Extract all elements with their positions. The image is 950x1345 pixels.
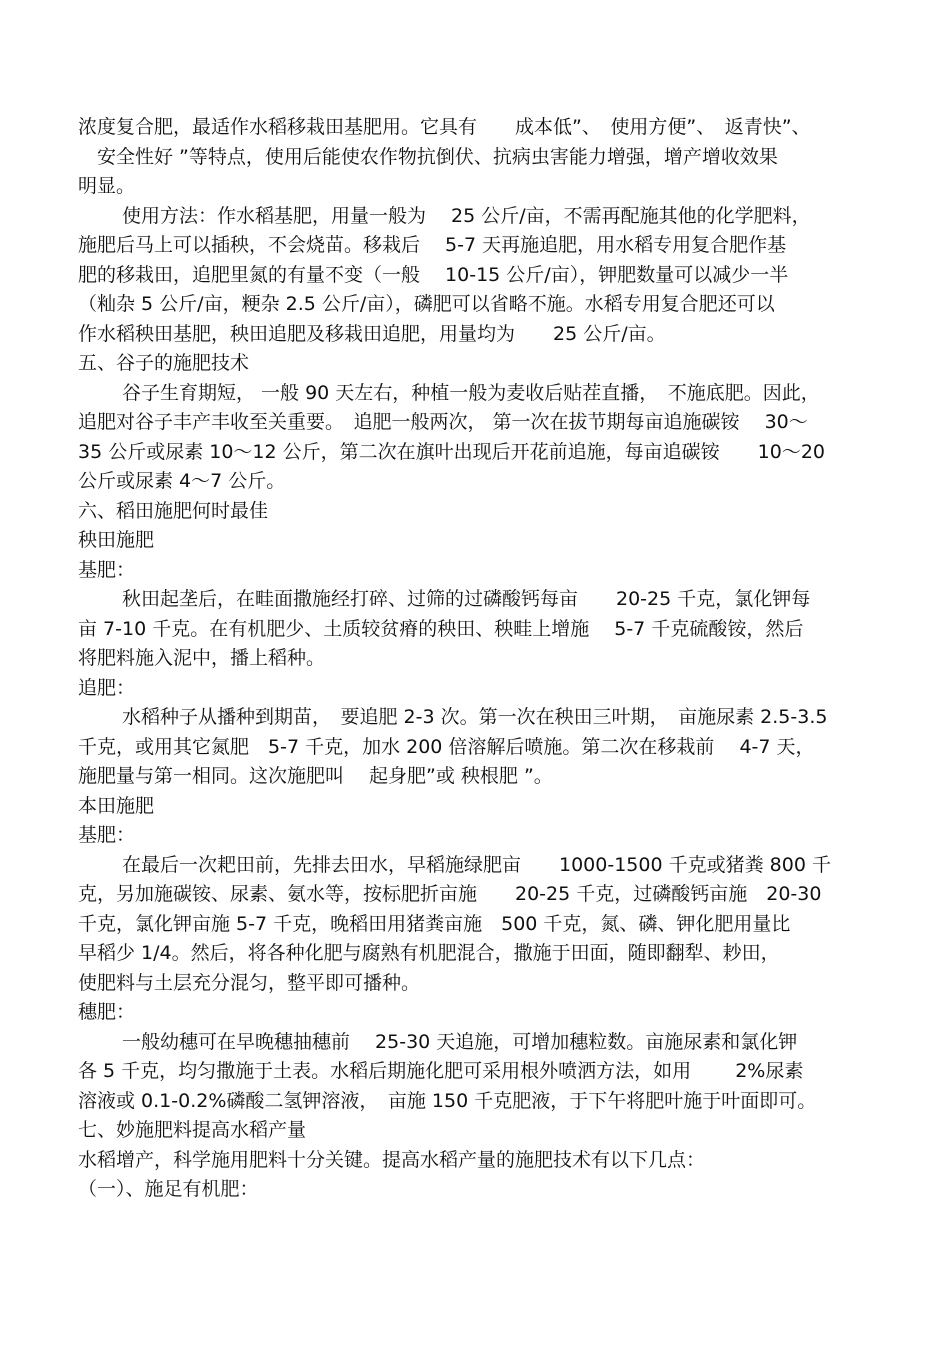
section-heading: 基肥： xyxy=(78,558,136,581)
section-heading: 六、稻田施肥何时最佳 xyxy=(78,499,269,522)
section-heading: 五、谷子的施肥技术 xyxy=(78,352,250,374)
paragraph-line: 水稻种子从播种到期苗， 要追肥 2-3 次。第一次在秧田三叶期， 亩施尿素 2.5-3.5 xyxy=(122,706,828,728)
paragraph-line: 施肥量与第一相同。这次施肥叫 起身肥”或 秧根肥 ”。 xyxy=(78,765,553,787)
paragraph-line: 各 5 千克，均匀撒施于土表。水稻后期施化肥可采用根外喷洒方法，如用 2%尿素 xyxy=(78,1060,804,1082)
paragraph-line: 克，另加施碳铵、尿素、氨水等，按标肥折亩施 20-25 千克，过磷酸钙亩施 20-30 xyxy=(78,883,822,905)
section-heading: 追肥： xyxy=(78,676,136,699)
section-heading: 秧田施肥 xyxy=(78,529,155,551)
paragraph-line: 浓度复合肥，最适作水稻移栽田基肥用。它具有 成本低”、 使用方便”、 返青快”、 xyxy=(78,116,811,138)
paragraph-line: 秋田起垄后，在畦面撒施经打碎、过筛的过磷酸钙每亩 20-25 千克，氯化钾每 xyxy=(122,588,811,610)
paragraph-line: 将肥料施入泥中，播上稻种。 xyxy=(78,647,326,669)
document-page xyxy=(78,113,890,1205)
section-heading: 基肥： xyxy=(78,824,136,846)
paragraph-line: 早稻少 1/4。然后，将各种化肥与腐熟有机肥混合，撒施于田面，随即翻犁、耖田， xyxy=(78,942,780,964)
paragraph-line: 水稻增产，科学施用肥料十分关键。提高水稻产量的施肥技术有以下几点： xyxy=(78,1148,706,1171)
paragraph-line: 亩 7-10 千克。在有机肥少、土质较贫瘠的秧田、秧畦上增施 5-7 千克硫酸铵，然后 xyxy=(78,617,804,640)
paragraph-line: 在最后一次耙田前，先排去田水，早稻施绿肥亩 1000-1500 千克或猪粪 800 千 xyxy=(122,853,831,876)
paragraph-line: 施肥后马上可以插秧，不会烧苗。移栽后 5-7 天再施追肥，用水稻专用复合肥作基 xyxy=(78,234,787,256)
paragraph-line: 安全性好 ”等特点，使用后能使农作物抗倒伏、抗病虫害能力增强，增产增收效果 xyxy=(78,145,778,168)
paragraph-line: 溶液或 0.1-0.2%磷酸二氢钾溶液， 亩施 150 千克肥液，于下午将肥叶施于叶面即可。 xyxy=(78,1089,817,1112)
paragraph-line: 千克，氯化钾亩施 5-7 千克，晚稻田用猪粪亩施 500 千克，氮、磷、钾化肥用量比 xyxy=(78,912,791,935)
paragraph-line: 作水稻秧田基肥，秧田追肥及移栽田追肥，用量均为 25 公斤/亩。 xyxy=(78,322,666,345)
paragraph-line: 肥的移栽田，追肥里氮的有量不变（一般 10-15 公斤/亩），钾肥数量可以减少一半 xyxy=(78,263,789,286)
paragraph-line: 使肥料与土层充分混匀，整平即可播种。 xyxy=(78,971,421,994)
paragraph-line: 千克，或用其它氮肥 5-7 千克，加水 200 倍溶解后喷施。第二次在移栽前 4-7 天， xyxy=(78,735,815,758)
paragraph-line: （籼杂 5 公斤/亩，粳杂 2.5 公斤/亩），磷肥可以省略不施。水稻专用复合肥还可以 xyxy=(78,293,775,315)
section-heading: 穗肥： xyxy=(78,1001,136,1023)
paragraph-line: 谷子生育期短， 一般 90 天左右，种植一般为麦收后贴茬直播， 不施底肥。因此， xyxy=(122,381,820,404)
section-heading: 本田施肥 xyxy=(78,794,155,817)
section-heading: 七、妙施肥料提高水稻产量 xyxy=(78,1119,307,1141)
paragraph-line: 35 公斤或尿素 10～12 公斤，第二次在旗叶出现后开花前追施，每亩追碳铵 10～20 xyxy=(78,440,826,463)
paragraph-line: 明显。 xyxy=(78,175,136,197)
paragraph-line: 使用方法：作水稻基肥，用量一般为 25 公斤/亩，不需再配施其他的化学肥料， xyxy=(122,204,811,227)
paragraph-line: 追肥对谷子丰产丰收至关重要。 追肥一般两次， 第一次在拔节期每亩追施碳铵 30～ xyxy=(78,411,808,433)
paragraph-line: 公斤或尿素 4～7 公斤。 xyxy=(78,470,286,492)
section-heading: （一）、施足有机肥： xyxy=(78,1178,259,1200)
paragraph-line: 一般幼穗可在早晚穗抽穗前 25-30 天追施，可增加穗粒数。亩施尿素和氯化钾 xyxy=(122,1030,798,1053)
